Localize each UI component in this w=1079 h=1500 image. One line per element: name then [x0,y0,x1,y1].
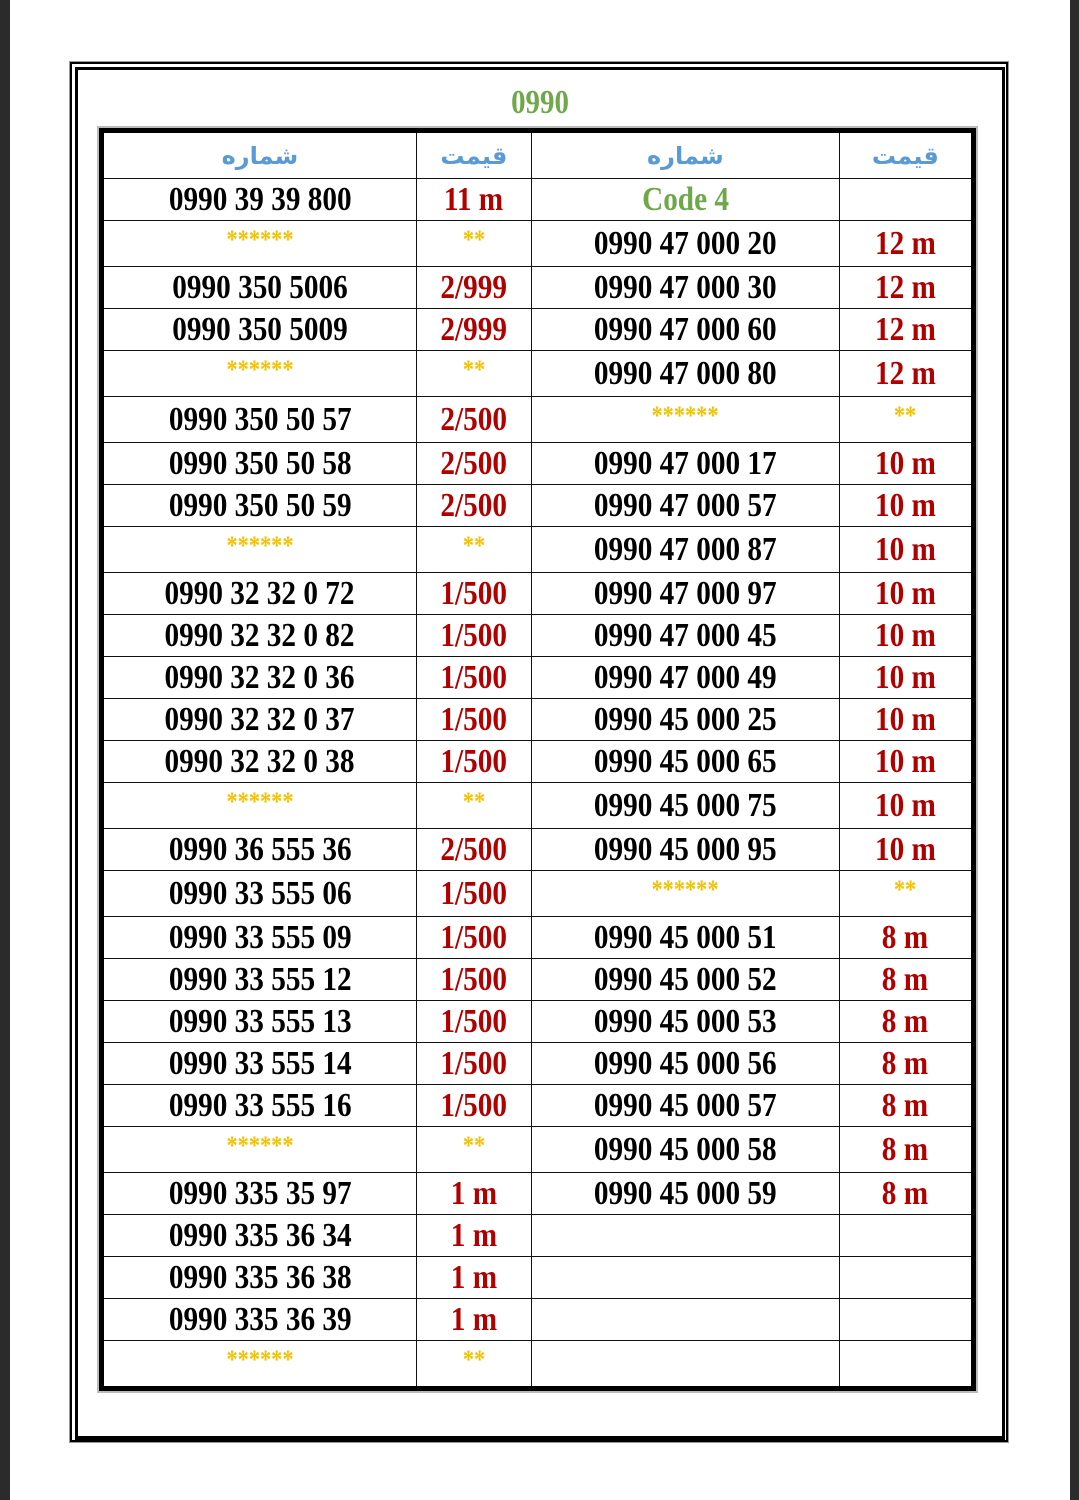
price-cell [416,485,531,527]
separator-stars [531,397,839,443]
table-row [102,783,974,829]
cell-text: 2/999 [440,268,508,306]
cell-text: 8 m [882,960,929,998]
table-row [102,485,974,527]
table-row [102,699,974,741]
number-cell [102,1043,417,1085]
number-cell [531,917,839,959]
separator-stars [102,221,417,267]
price-cell [839,741,973,783]
code-label [531,179,839,221]
price-cell [839,657,973,699]
separator-stars [839,871,973,917]
price-cell [416,615,531,657]
table-row [102,1173,974,1215]
table-row [102,1215,974,1257]
cell-text: ****** [226,1345,294,1374]
number-cell [102,1173,417,1215]
number-cell [102,443,417,485]
number-cell [102,615,417,657]
cell-text: 0990 47 000 80 [593,354,777,392]
cell-text: 0990 350 50 57 [168,400,352,438]
cell-text: 10 m [874,486,936,524]
cell-text: 0990 45 000 52 [593,960,777,998]
cell-text: 0990 36 555 36 [168,830,352,868]
cell-text: Code 4 [641,180,729,218]
price-cell [839,443,973,485]
number-cell [102,1085,417,1127]
cell-text: 1/500 [440,960,508,998]
cell-text: 8 m [882,1002,929,1040]
price-cell [839,1341,973,1389]
price-cell [416,829,531,871]
cell-text: 0990 47 000 87 [593,530,777,568]
cell-text: 0990 47 000 97 [593,574,777,612]
separator-stars [416,1127,531,1173]
number-cell [531,1043,839,1085]
price-cell [416,657,531,699]
number-cell [531,1215,839,1257]
title-text: 0990 [510,84,569,121]
table-row [102,267,974,309]
header-number: شماره [531,131,839,179]
table-row [102,615,974,657]
price-cell [416,1043,531,1085]
table-row [102,1257,974,1299]
cell-text: ** [894,401,917,430]
price-cell [839,699,973,741]
cell-text: 2/500 [440,486,508,524]
cell-text: 0990 335 36 38 [168,1258,352,1296]
separator-stars [102,351,417,397]
separator-stars [416,527,531,573]
separator-stars [416,1341,531,1389]
number-cell [531,351,839,397]
cell-text: 1/500 [440,742,508,780]
cell-text: 8 m [882,1044,929,1082]
cell-text: 2/500 [440,830,508,868]
cell-text: 0990 32 32 0 37 [164,700,355,738]
number-cell [531,959,839,1001]
table-row [102,443,974,485]
number-cell [531,657,839,699]
cell-text: 0990 350 5009 [172,310,348,348]
header-price: قيمت [416,131,531,179]
number-cell [531,1173,839,1215]
price-cell [839,1043,973,1085]
price-cell [416,917,531,959]
number-cell [531,829,839,871]
table-row [102,573,974,615]
cell-text: 12 m [874,310,936,348]
number-cell [102,1299,417,1341]
cell-text: 10 m [874,530,936,568]
cell-text: 0990 45 000 51 [593,918,777,956]
cell-text: 10 m [874,742,936,780]
price-cell [839,959,973,1001]
cell-text: ** [462,1131,486,1160]
separator-stars [102,1127,417,1173]
table-row [102,527,974,573]
cell-text: ** [462,531,486,560]
cell-text: 10 m [874,700,936,738]
cell-text: 0990 45 000 57 [593,1086,777,1124]
cell-text: 8 m [882,1174,929,1212]
cell-text: 0990 33 555 13 [168,1002,352,1040]
number-cell [531,741,839,783]
number-cell [102,657,417,699]
price-cell [839,1299,973,1341]
number-cell [531,699,839,741]
cell-text: 1/500 [440,1002,508,1040]
number-cell [531,1257,839,1299]
separator-stars [416,783,531,829]
cell-text: ** [462,787,486,816]
cell-text: 1/500 [440,574,508,612]
cell-text: 0990 350 50 58 [168,444,352,482]
cell-text: ** [462,1345,486,1374]
cell-text: 12 m [874,268,936,306]
price-cell [839,179,973,221]
number-cell [102,871,417,917]
number-cell [102,267,417,309]
cell-text: 0990 45 000 58 [593,1130,777,1168]
table-row [102,1085,974,1127]
header-row [102,131,974,179]
table-row [102,871,974,917]
cell-text: 0990 47 000 30 [593,268,777,306]
cell-text: 0990 33 555 16 [168,1086,352,1124]
price-cell [839,1257,973,1299]
number-cell [531,1085,839,1127]
cell-text: 0990 45 000 56 [593,1044,777,1082]
cell-text: 0990 47 000 49 [593,658,777,696]
cell-text: 0990 47 000 45 [593,616,777,654]
cell-text: 8 m [882,918,929,956]
price-cell [839,267,973,309]
separator-stars [416,351,531,397]
cell-text: 8 m [882,1130,929,1168]
cell-text: 10 m [874,786,936,824]
price-cell [416,573,531,615]
number-cell [102,1215,417,1257]
price-cell [839,221,973,267]
table-row [102,221,974,267]
separator-stars [102,1341,417,1389]
table-row [102,1001,974,1043]
price-cell [839,1173,973,1215]
cell-text: ** [462,225,486,254]
price-cell [839,351,973,397]
cell-text: 2/500 [440,444,508,482]
number-cell [102,1257,417,1299]
table-row [102,309,974,351]
cell-text: 0990 47 000 20 [593,224,777,262]
cell-text: 1 m [450,1174,498,1212]
cell-text: 0990 45 000 59 [593,1174,777,1212]
cell-text: ****** [226,355,294,384]
cell-text: 12 m [874,354,936,392]
number-cell [102,917,417,959]
cell-text: 0990 47 000 60 [593,310,777,348]
cell-text: 0990 47 000 17 [593,444,777,482]
cell-text: 1/500 [440,658,508,696]
price-cell [416,1257,531,1299]
table-row [102,351,974,397]
number-cell [531,615,839,657]
cell-text: 10 m [874,616,936,654]
price-cell [839,829,973,871]
table-row [102,829,974,871]
cell-text: 0990 45 000 65 [593,742,777,780]
cell-text: ****** [651,401,719,430]
table-row [102,657,974,699]
number-cell [531,1001,839,1043]
number-cell [531,1127,839,1173]
number-cell [531,443,839,485]
cell-text: ****** [226,1131,294,1160]
price-cell [416,309,531,351]
cell-text: 1 m [450,1300,498,1338]
price-cell [839,573,973,615]
cell-text: 10 m [874,444,936,482]
number-cell [102,829,417,871]
cell-text: 10 m [874,830,936,868]
cell-text: 0990 350 5006 [172,268,348,306]
cell-text: 0990 32 32 0 36 [164,658,355,696]
price-cell [416,267,531,309]
separator-stars [531,871,839,917]
price-cell [839,615,973,657]
number-cell [102,309,417,351]
cell-text: 1/500 [440,918,508,956]
price-cell [416,1299,531,1341]
cell-text: ****** [226,225,294,254]
table-row [102,1127,974,1173]
cell-text: 0990 45 000 95 [593,830,777,868]
price-cell [839,917,973,959]
cell-text: 10 m [874,574,936,612]
cell-text: 0990 33 555 06 [168,874,352,912]
number-cell [531,309,839,351]
cell-text: 8 m [882,1086,929,1124]
price-cell [416,179,531,221]
number-cell [102,485,417,527]
price-cell [839,527,973,573]
table-body [102,179,974,1389]
cell-text: 1/500 [440,1044,508,1082]
cell-text: 11 m [444,180,504,218]
separator-stars [102,527,417,573]
number-cell [531,1341,839,1389]
cell-text: 1/500 [440,874,508,912]
table-row [102,1299,974,1341]
number-cell [102,573,417,615]
price-cell [839,485,973,527]
cell-text: 0990 32 32 0 38 [164,742,355,780]
cell-text: 0990 33 555 09 [168,918,352,956]
price-cell [839,1127,973,1173]
header-number: شماره [102,131,417,179]
number-cell [531,267,839,309]
number-cell [531,573,839,615]
table-row [102,917,974,959]
cell-text: ****** [651,875,719,904]
cell-text: 2/999 [440,310,508,348]
cell-text: 1/500 [440,616,508,654]
cell-text: ** [894,875,917,904]
price-cell [416,1215,531,1257]
cell-text: 0990 335 36 34 [168,1216,352,1254]
cell-text: 0990 33 555 12 [168,960,352,998]
cell-text: ** [462,355,486,384]
cell-text: 0990 45 000 53 [593,1002,777,1040]
price-cell [839,1001,973,1043]
table-row [102,741,974,783]
separator-stars [102,783,417,829]
header-price: قيمت [839,131,973,179]
cell-text: 0990 47 000 57 [593,486,777,524]
table-row [102,179,974,221]
price-cell [416,741,531,783]
separator-stars [416,221,531,267]
price-cell [416,1085,531,1127]
cell-text: 0990 335 36 39 [168,1300,352,1338]
cell-text: 10 m [874,658,936,696]
table-row [102,1341,974,1389]
price-cell [416,1001,531,1043]
price-cell [416,699,531,741]
price-cell [416,1173,531,1215]
price-cell [416,871,531,917]
document-title [0,84,1079,122]
number-cell [531,527,839,573]
cell-text: ****** [226,531,294,560]
number-cell [531,1299,839,1341]
number-cell [102,397,417,443]
price-cell [839,309,973,351]
number-cell [531,783,839,829]
cell-text: 0990 45 000 25 [593,700,777,738]
cell-text: 0990 45 000 75 [593,786,777,824]
number-cell [102,741,417,783]
cell-text: 1 m [450,1216,498,1254]
price-cell [416,959,531,1001]
number-cell [531,221,839,267]
table-row [102,397,974,443]
table-row [102,959,974,1001]
number-cell [102,959,417,1001]
cell-text: 2/500 [440,400,508,438]
table-row [102,1043,974,1085]
cell-text: 0990 32 32 0 82 [164,616,355,654]
price-cell [839,1085,973,1127]
cell-text: 0990 39 39 800 [168,180,352,218]
price-cell [416,443,531,485]
cell-text: 0990 335 35 97 [168,1174,352,1212]
cell-text: 0990 350 50 59 [168,486,352,524]
cell-text: 0990 32 32 0 72 [164,574,355,612]
number-cell [102,179,417,221]
separator-stars [839,397,973,443]
cell-text: 1 m [450,1258,498,1296]
price-cell [416,397,531,443]
cell-text: 1/500 [440,1086,508,1124]
cell-text: ****** [226,787,294,816]
number-cell [531,485,839,527]
cell-text: 1/500 [440,700,508,738]
price-table [99,128,976,1391]
number-cell [102,699,417,741]
cell-text: 0990 33 555 14 [168,1044,352,1082]
price-cell [839,783,973,829]
price-cell [839,1215,973,1257]
cell-text: 12 m [874,224,936,262]
number-cell [102,1001,417,1043]
